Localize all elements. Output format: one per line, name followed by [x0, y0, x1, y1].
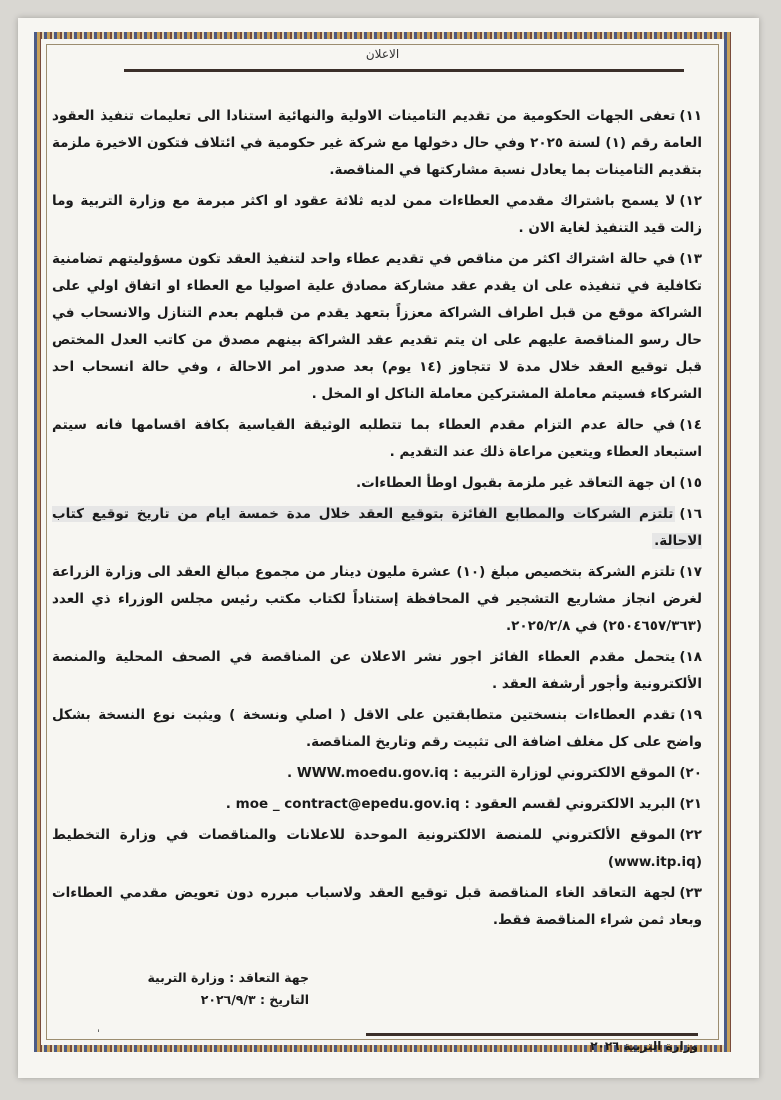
item-number: ١٣)	[679, 251, 702, 267]
item-number: ١٢)	[679, 193, 702, 209]
page-mark: ˈ	[97, 1029, 100, 1040]
top-divider	[124, 69, 684, 72]
list-item	[52, 644, 702, 698]
item-number: ٢٣)	[679, 885, 702, 901]
item-number: ١١)	[679, 108, 702, 124]
list-item	[52, 470, 702, 497]
list-item	[52, 791, 702, 818]
list-item	[52, 822, 702, 876]
signature-date: التاريخ : ٢٠٢٦/٩/٣	[200, 992, 309, 1007]
item-number: ٢٠)	[679, 765, 702, 781]
item-text: الموقع الألكتروني للمنصة الالكترونية الموحدة للاعلانات والمناقصات في وزارة التخطيط (www.itp.iq)	[52, 827, 702, 870]
decorative-border	[34, 32, 731, 1052]
item-number: ١٩)	[679, 707, 702, 723]
item-text: لجهة التعاقد الغاء المناقصة قبل توقيع العقد ولاسباب مبرره دون تعويض مقدمي العطاءات وبعاد ثمن شراء المناقصة فقط.	[52, 885, 702, 928]
item-number: ١٧)	[679, 564, 702, 580]
announcement-items	[52, 103, 702, 938]
list-item	[52, 246, 702, 408]
item-text: تلتزم الشركة بتخصيص مبلغ (١٠) عشرة مليون دينار من مجموع مبالغ العقد الى وزارة الزراعة لغرض انجاز مشاريع التشجير في المحافظة إستناداً لكتاب مكتب رئيس مجلس الوزراء ذي العدد (٢٥٠٤٦٥٧/٣٦٣) في ٢٠٢٥/٢/٨.	[52, 564, 702, 634]
item-text: تلتزم الشركات والمطابع الفائزة بتوقيع العقد خلال مدة خمسة ايام من تاريخ توقيع كتاب الاحالة.	[52, 506, 702, 549]
item-text: ان جهة التعاقد غير ملزمة بقبول اوطأ العطاءات.	[355, 475, 676, 491]
list-item	[52, 702, 702, 756]
item-number: ١٦)	[679, 506, 702, 522]
item-text: تعفى الجهات الحكومية من تقديم التامينات الاولية والنهائية استنادا الى تعليمات تنفيذ العقود العامة رقم (١) لسنة ٢٠٢٥ وفي حال دخولها مع شركة غير حكومية في ائتلاف فتكون الاخيرة ملزمة بتقديم التامينات بما يعادل نسبة مشاركتها في المناقصة.	[52, 108, 703, 178]
item-text: في حالة عدم التزام مقدم العطاء بما تتطلبه الوثيقة القياسية بكافة اقسامها فانه سيتم استبعاد العطاء ويتعين مراعاة ذلك عند التقديم .	[52, 417, 702, 460]
list-item	[52, 103, 702, 184]
list-item	[52, 501, 702, 555]
signature-block	[99, 967, 309, 1011]
list-item	[52, 188, 702, 242]
page-title: الاعلان	[365, 47, 400, 61]
item-number: ١٤)	[679, 417, 702, 433]
item-text: لا يسمح باشتراك مقدمي العطاءات ممن لديه ثلاثة عقود او اكثر مبرمة مع وزارة التربية وما زالت قيد التنفيذ لغاية الان .	[52, 193, 702, 236]
item-text: الموقع الالكتروني لوزارة التربية : WWW.moedu.gov.iq .	[286, 765, 676, 781]
item-number: ١٥)	[679, 475, 702, 491]
list-item	[52, 880, 702, 934]
contracting-party: جهة التعاقد : وزارة التربية	[147, 970, 309, 985]
document-page	[18, 18, 759, 1078]
item-number: ١٨)	[679, 649, 702, 665]
bottom-divider	[366, 1033, 698, 1036]
list-item	[52, 559, 702, 640]
page-footer: وزارة التربية ٢٠٢٦	[590, 1039, 698, 1053]
item-number: ٢١)	[679, 796, 702, 812]
item-text: تقدم العطاءات بنسختين متطابقتين على الاقل ( اصلي ونسخة ) ويثبت نوع النسخة بشكل واضح على كل مغلف اضافة الى تثبيت رقم وتاريخ المناقصة.	[52, 707, 702, 750]
item-text: البريد الالكتروني لقسم العقود : moe _ contract@epedu.gov.iq .	[225, 796, 676, 812]
list-item	[52, 412, 702, 466]
list-item	[52, 760, 702, 787]
item-number: ٢٢)	[679, 827, 702, 843]
item-text: يتحمل مقدم العطاء الفائز اجور نشر الاعلان عن المناقصة في الصحف المحلية والمنصة الألكترونية وأجور أرشفة العقد .	[52, 649, 702, 692]
item-text: في حالة اشتراك اكثر من مناقص في تقديم عطاء واحد لتنفيذ العقد تكون مسؤوليتهم تضامنية تكافلية في تنفيذه على ان يقدم عقد مشاركة مصادق علية اصوليا مع العطاء او اتفاق اولي على الشراكة موقع من قبل اطراف الشراكة معززاً بتعهد يقدم من قبلهم بعدم التنازل والانسحاب في حال رسو المناقصة عليهم على ان يتم تقديم عقد الشراكة بينهم مصدق من كاتب العدل المختص قبل توقيع العقد خلال مدة لا تتجاوز (١٤ يوم) بعد صدور امر الاحالة ، وفي حالة انسحاب احد الشركاء فسيتم معاملة المشتركين معاملة الناكل او المخل .	[52, 251, 702, 402]
